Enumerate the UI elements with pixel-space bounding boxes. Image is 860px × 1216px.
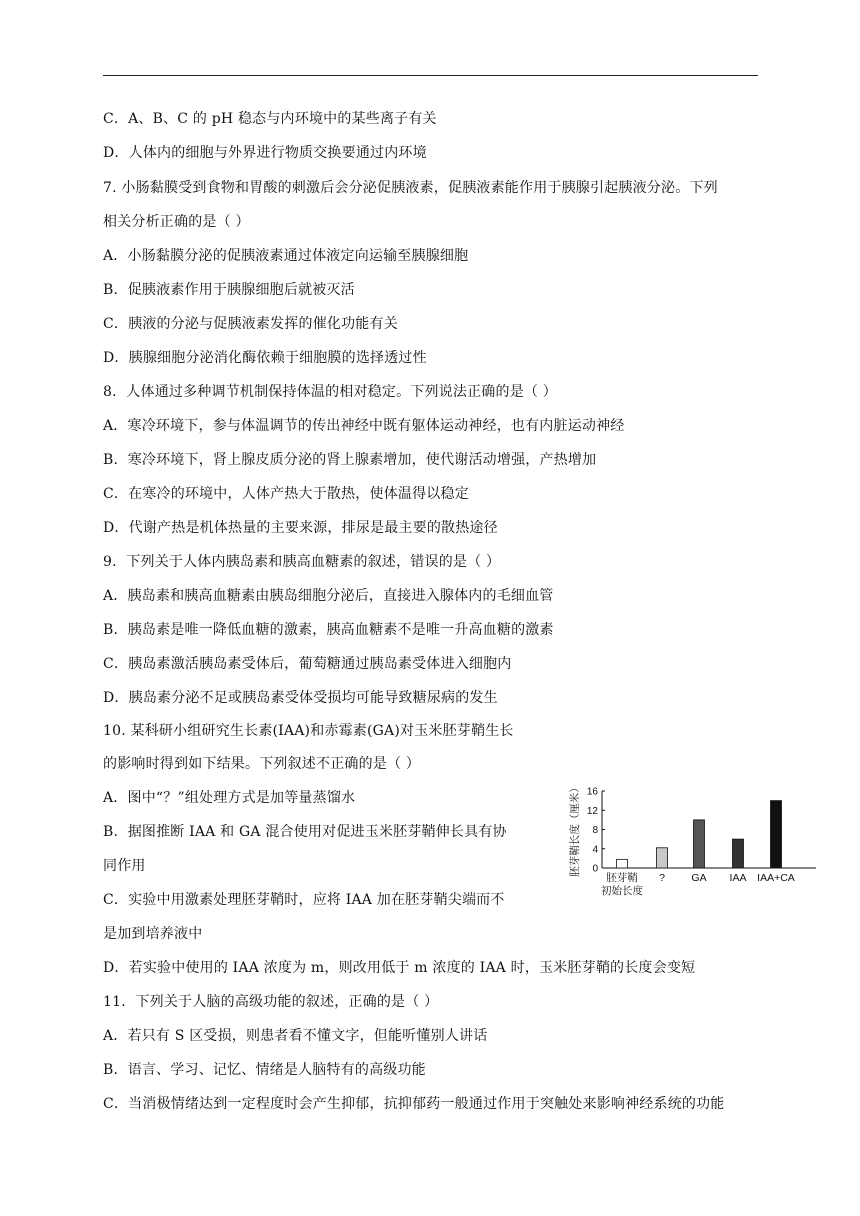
- text-line-5: A．小肠黏膜分泌的促胰液素通过体液定向运输至胰腺细胞: [103, 248, 469, 264]
- x-tick-label-1: 胚芽鞘初始长度: [601, 872, 643, 897]
- y-tick-label-1: 4: [592, 844, 598, 856]
- x-tick-label-5: IAA+CA: [757, 872, 795, 884]
- text-line-22: B．据图推断 IAA 和 GA 混合使用对促进玉米胚芽鞘伸长具有协: [103, 824, 507, 840]
- text-line-8: D．胰腺细胞分泌消化酶依赖于细胞膜的选择透过性: [103, 350, 427, 366]
- bar-2: [657, 848, 668, 868]
- text-line-23: 同作用: [103, 858, 146, 874]
- text-line-1: C．A、B、C 的 pH 稳态与内环境中的某些离子有关: [103, 111, 437, 127]
- x-tick-label-3: GA: [691, 872, 707, 884]
- bar-1: [617, 859, 628, 868]
- x-tick-label-2: ?: [659, 872, 665, 884]
- text-line-13: D．代谢产热是机体热量的主要来源，排尿是最主要的散热途径: [103, 520, 498, 536]
- text-line-15: A．胰岛素和胰高血糖素由胰岛细胞分泌后，直接进入腺体内的毛细血管: [103, 588, 554, 604]
- text-line-20: 的影响时得到如下结果。下列叙述不正确的是（ ）: [103, 756, 421, 772]
- bar-3: [694, 820, 705, 868]
- text-line-27: 11．下列关于人脑的高级功能的叙述，正确的是（ ）: [103, 994, 439, 1010]
- text-line-26: D．若实验中使用的 IAA 浓度为 m，则改用低于 m 浓度的 IAA 时，玉米胚芽鞘的长度会变短: [103, 960, 696, 976]
- header-rule: [103, 75, 758, 76]
- text-line-24: C．实验中用激素处理胚芽鞘时，应将 IAA 加在胚芽鞘尖端而不: [103, 892, 505, 908]
- text-line-9: 8．人体通过多种调节机制保持体温的相对稳定。下列说法正确的是（ ）: [103, 384, 557, 400]
- y-tick-label-0: 0: [592, 863, 598, 875]
- y-tick-label-3: 12: [586, 805, 598, 817]
- text-line-2: D．人体内的细胞与外界进行物质交换要通过内环境: [103, 145, 427, 161]
- bar-5: [771, 801, 782, 868]
- text-line-6: B．促胰液素作用于胰腺细胞后就被灭活: [103, 282, 355, 298]
- text-line-21: A．图中“？”组处理方式是加等量蒸馏水: [103, 790, 356, 806]
- text-line-19: 10. 某科研小组研究生长素(IAA)和赤霉素(GA)对玉米胚芽鞘生长: [103, 723, 514, 739]
- text-line-17: C．胰岛素激活胰岛素受体后，葡萄糖通过胰岛素受体进入细胞内: [103, 656, 512, 672]
- bar-chart: [566, 780, 816, 905]
- bar-4: [733, 839, 744, 868]
- text-line-12: C．在寒冷的环境中，人体产热大于散热，使体温得以稳定: [103, 486, 469, 502]
- y-tick-label-4: 16: [586, 786, 598, 798]
- text-line-3: 7. 小肠黏膜受到食物和胃酸的刺激后会分泌促胰液素，促胰液素能作用于胰腺引起胰液分泌。下列: [103, 180, 718, 196]
- text-line-16: B．胰岛素是唯一降低血糖的激素，胰高血糖素不是唯一升高血糖的激素: [103, 622, 554, 638]
- text-line-30: C．当消极情绪达到一定程度时会产生抑郁，抗抑郁药一般通过作用于突触处来影响神经系统的功能: [103, 1096, 725, 1112]
- text-line-14: 9．下列关于人体内胰岛素和胰高血糖素的叙述，错误的是（ ）: [103, 554, 501, 570]
- text-line-7: C．胰液的分泌与促胰液素发挥的催化功能有关: [103, 316, 398, 332]
- x-tick-label-4: IAA: [729, 872, 747, 884]
- y-axis-label: 胚芽鞘长度（厘米）: [569, 782, 581, 877]
- text-line-28: A．若只有 S 区受损，则患者看不懂文字，但能听懂别人讲话: [103, 1028, 488, 1044]
- text-line-4: 相关分析正确的是（ ）: [103, 214, 250, 230]
- text-line-29: B．语言、学习、记忆、情绪是人脑特有的高级功能: [103, 1062, 426, 1078]
- text-line-18: D．胰岛素分泌不足或胰岛素受体受损均可能导致糖尿病的发生: [103, 690, 498, 706]
- text-line-25: 是加到培养液中: [103, 926, 203, 942]
- text-line-11: B．寒冷环境下，肾上腺皮质分泌的肾上腺素增加，使代谢活动增强，产热增加: [103, 452, 597, 468]
- text-line-10: A．寒冷环境下，参与体温调节的传出神经中既有躯体运动神经，也有内脏运动神经: [103, 418, 625, 434]
- y-tick-label-2: 8: [592, 825, 598, 836]
